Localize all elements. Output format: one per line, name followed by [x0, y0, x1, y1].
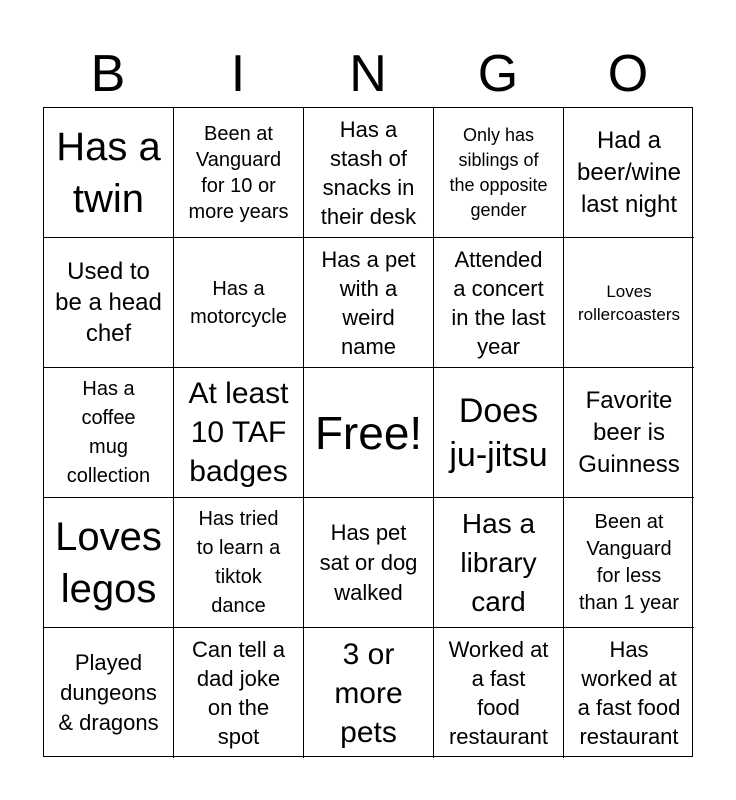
bingo-cell[interactable] — [174, 108, 304, 238]
bingo-cell[interactable] — [44, 368, 174, 498]
bingo-cell[interactable] — [304, 238, 434, 368]
bingo-cell[interactable] — [44, 108, 174, 238]
bingo-cell[interactable] — [434, 498, 564, 628]
cell-text: Does ju-jitsu — [449, 391, 548, 474]
cell-text: Used to be a head chef — [55, 258, 162, 347]
cell-text: Has a coffee mug collection — [66, 377, 151, 487]
bingo-cell[interactable] — [434, 238, 564, 368]
cell-text: Has a stash of snacks in their desk — [320, 116, 417, 229]
cell-text: Attended a concert in the last year — [451, 246, 546, 359]
cell-text: 3 or more pets — [334, 637, 403, 749]
bingo-cell[interactable] — [564, 108, 694, 238]
bingo-board — [43, 107, 693, 757]
cell-text: Has a motorcycle — [190, 277, 287, 328]
cell-text: Loves rollercoasters — [577, 281, 681, 324]
cell-text: Favorite beer is Guinness — [578, 386, 680, 478]
header-letter-o: O — [607, 45, 649, 103]
bingo-cell[interactable] — [304, 628, 434, 758]
cell-text: Loves legos — [55, 514, 162, 611]
header-letter-b: B — [90, 45, 126, 103]
cell-text: Worked at a fast food restaurant — [448, 637, 549, 749]
bingo-cell[interactable] — [564, 368, 694, 498]
cell-text: Has a twin — [56, 124, 161, 221]
free-space: Free! — [314, 406, 423, 459]
cell-text: Can tell a dad joke on the spot — [192, 637, 285, 749]
bingo-cell[interactable] — [304, 368, 434, 498]
cell-text: Played dungeons & dragons — [58, 650, 159, 735]
header-letter-g: G — [477, 45, 519, 103]
cell-text: Has a library card — [460, 508, 537, 617]
cell-text: Has a pet with a weird name — [321, 246, 416, 359]
bingo-cell[interactable] — [564, 238, 694, 368]
cell-text: Been at Vanguard for less than 1 year — [578, 510, 680, 614]
bingo-cell[interactable] — [304, 108, 434, 238]
bingo-cell[interactable] — [434, 368, 564, 498]
bingo-cell[interactable] — [174, 628, 304, 758]
bingo-cell[interactable] — [44, 498, 174, 628]
bingo-cell[interactable] — [564, 498, 694, 628]
cell-text: At least 10 TAF badges — [188, 377, 289, 488]
bingo-cell[interactable] — [44, 628, 174, 758]
header-letter-i: I — [230, 45, 246, 103]
bingo-cell[interactable] — [174, 498, 304, 628]
bingo-cell[interactable] — [434, 628, 564, 758]
bingo-cell[interactable] — [304, 498, 434, 628]
bingo-cell[interactable] — [564, 628, 694, 758]
cell-text: Had a beer/wine last night — [576, 126, 682, 218]
header-letter-n: N — [349, 45, 387, 103]
bingo-cell[interactable] — [174, 368, 304, 498]
cell-text: Has pet sat or dog walked — [319, 519, 418, 605]
cell-text: Has tried to learn a tiktok dance — [196, 507, 281, 617]
bingo-cell[interactable] — [44, 238, 174, 368]
cell-text: Been at Vanguard for 10 or more years — [188, 122, 289, 223]
cell-text: Only has siblings of the opposite gender — [449, 124, 548, 220]
bingo-cell[interactable] — [434, 108, 564, 238]
cell-text: Has worked at a fast food restaurant — [577, 637, 681, 749]
bingo-header — [43, 40, 693, 108]
bingo-cell[interactable] — [174, 238, 304, 368]
